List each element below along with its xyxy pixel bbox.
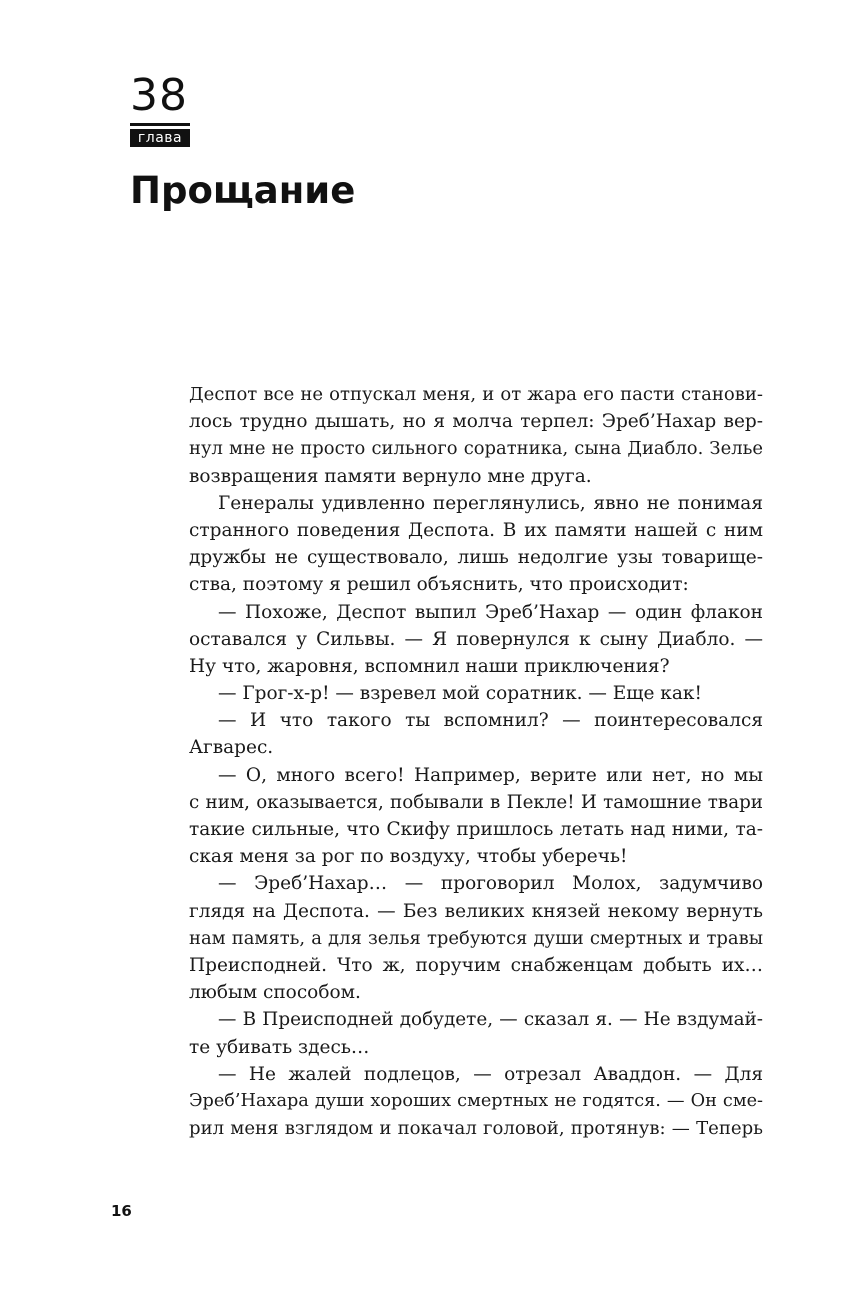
text-line: — Грог-х-р! — взревел мой соратник. — Еще как!: [218, 683, 702, 705]
text-line: Деспот все не отпускал меня, и от жара его пасти станови-: [189, 384, 763, 405]
chapter-number: 38: [130, 70, 188, 121]
text-line: Ну что, жаровня, вспомнил наши приключения?: [189, 655, 670, 677]
text-line: ская меня за рог по воздуху, чтобы уберечь!: [189, 846, 628, 868]
text-line: с ним, оказывается, побывали в Пекле! И тамошние твари: [189, 791, 763, 813]
text-line: — Похоже, Деспот выпил Эреб’Нахар — один флакон: [218, 601, 763, 623]
chapter-divider: [130, 123, 190, 126]
text-line: — И что такого ты вспомнил? — поинтересовался: [218, 710, 763, 732]
text-line: любым способом.: [189, 982, 361, 1004]
text-line: рил меня взглядом и покачал головой, протянув: — Теперь: [189, 1118, 763, 1140]
text-line: Преисподней. Что ж, поручим снабженцам добыть их…: [189, 954, 763, 976]
text-line: Эреб’Нахара души хороших смертных не годятся. — Он сме-: [189, 1090, 763, 1111]
text-line: нул мне не просто сильного соратника, сына Диабло. Зелье: [189, 438, 763, 460]
text-line: Агварес.: [189, 737, 274, 759]
text-line: дружбы не существовало, лишь недолгие узы товарище-: [189, 547, 763, 569]
text-line: — Не жалей подлецов, — отрезал Аваддон. — Для: [218, 1063, 763, 1085]
page-number: 16: [111, 1202, 132, 1220]
text-line: возвращения памяти вернуло мне друга.: [189, 465, 592, 487]
text-line: — О, много всего! Например, верите или нет, но мы: [218, 764, 763, 786]
text-line: нам память, а для зелья требуются души смертных и травы: [189, 927, 763, 949]
text-line: — В Преисподней добудете, — сказал я. — Не вздумай-: [218, 1009, 763, 1031]
text-line: оставался у Сильвы. — Я повернулся к сыну Диабло. —: [189, 628, 763, 650]
chapter-title: Прощание: [130, 169, 356, 212]
text-line: лось трудно дышать, но я молча терпел: Эреб’Нахар вер-: [189, 411, 763, 433]
chapter-label: глава: [130, 129, 190, 147]
text-line: те убивать здесь…: [189, 1036, 370, 1058]
text-line: Генералы удивленно переглянулись, явно не понимая: [218, 492, 763, 514]
text-line: глядя на Деспота. — Без великих князей некому вернуть: [189, 900, 763, 922]
text-line: ства, поэтому я решил объяснить, что происходит:: [189, 574, 689, 596]
text-line: странного поведения Деспота. В их памяти нашей с ним: [189, 519, 763, 541]
body-text: [189, 381, 763, 1142]
text-line: такие сильные, что Скифу пришлось летать над ними, та-: [189, 819, 763, 840]
text-line: — Эреб’Нахар… — проговорил Молох, задумчиво: [218, 873, 763, 895]
